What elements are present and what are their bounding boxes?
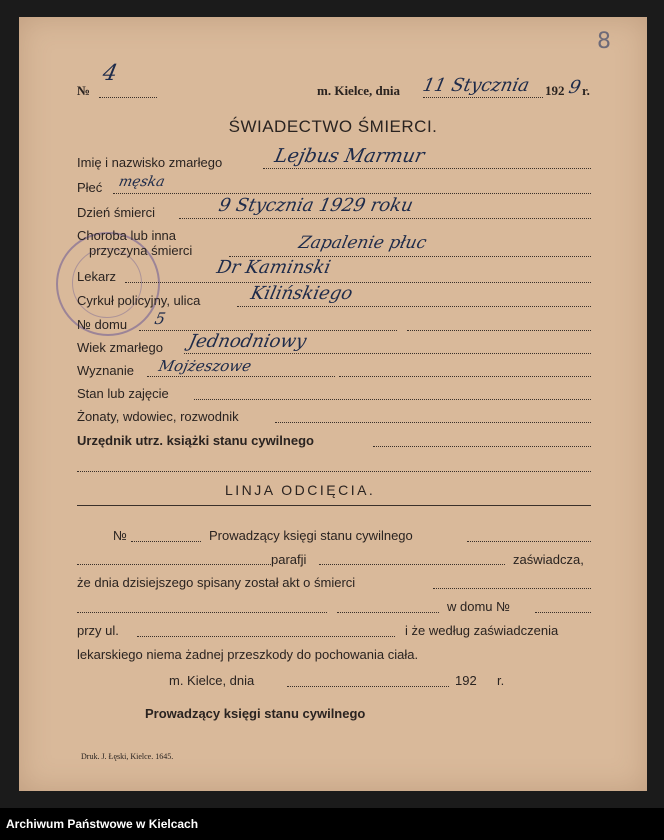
religion-line-2 — [339, 376, 591, 377]
age-label: Wiek zmarłego — [77, 340, 163, 355]
street-label: przy ul. — [77, 623, 119, 638]
archive-name: Archiwum Państwowe w Kielcach — [6, 817, 199, 831]
cause-value: Zapalenie płuc — [296, 233, 429, 253]
parish-line — [319, 564, 505, 565]
house-lower-line-2 — [337, 612, 439, 613]
death-date-value: 9 Stycznia 1929 roku — [216, 195, 415, 216]
age-value: Jednodniowy — [186, 331, 309, 352]
religion-line — [147, 376, 335, 377]
number-value: 4 — [100, 61, 120, 86]
lower-year: 192 — [455, 673, 477, 688]
parish-line-pre — [77, 564, 271, 565]
house-lower-line-1 — [77, 612, 327, 613]
name-label: Imię i nazwisko zmarłego — [77, 155, 223, 170]
married-line — [275, 422, 591, 423]
sex-value: męska — [117, 174, 167, 190]
registrar-label: Urzędnik utrz. książki stanu cywilnego — [77, 433, 314, 448]
status-label: Stan lub zajęcie — [77, 386, 169, 401]
lower-no-label: № — [113, 528, 127, 543]
lower-place-date: m. Kielce, dnia — [169, 673, 255, 688]
age-line — [184, 353, 591, 354]
house-lower-label: w domu № — [447, 599, 511, 614]
medical-text: lekarskiego niema żadnej przeszkody do pochowania ciała. — [77, 647, 419, 662]
house-value: 5 — [152, 309, 168, 328]
date-line — [423, 97, 543, 98]
parish-label: parafji — [271, 552, 307, 567]
status-line — [194, 399, 591, 400]
date-handwritten: 11 Stycznia — [420, 75, 532, 96]
place-date-label: m. Kielce, dnia — [317, 83, 401, 98]
year-handwritten: 9 — [566, 77, 583, 98]
year-prefix: 192 — [545, 83, 565, 98]
doctor-line — [125, 282, 591, 283]
cause-label-1: Choroba lub inna — [77, 228, 177, 243]
name-value: Lejbus Marmur — [272, 145, 427, 167]
doctor-signature: Dr Kaminski — [214, 257, 333, 278]
year-suffix: r. — [582, 83, 590, 98]
according-text: i że według zaświadczenia — [405, 623, 559, 638]
death-date-label: Dzień śmierci — [77, 205, 156, 220]
pencil-mark: 8 — [597, 29, 611, 54]
number-label: № — [77, 83, 91, 98]
certifies-label: zaświadcza, — [513, 552, 584, 567]
document-page — [19, 17, 647, 791]
district-label: Cyrkuł policyjny, ulica — [77, 293, 201, 308]
house-line-2 — [407, 330, 591, 331]
doctor-label: Lekarz — [77, 269, 117, 284]
cut-line-label: LINJA ODCIĘCIA. — [225, 482, 376, 498]
printer-info: Druk. J. Łęski, Kielce. 1645. — [81, 752, 174, 761]
lower-signature-label: Prowadzący księgi stanu cywilnego — [145, 706, 366, 721]
religion-label: Wyznanie — [77, 363, 134, 378]
archive-footer — [0, 808, 664, 840]
registrar-line — [373, 446, 591, 447]
lower-registrar-text: Prowadzący księgi stanu cywilnego — [209, 528, 413, 543]
sex-line — [113, 193, 591, 194]
married-label: Żonaty, wdowiec, rozwodnik — [77, 409, 239, 424]
act-line — [433, 588, 591, 589]
document-title: ŚWIADECTWO ŚMIERCI. — [228, 117, 438, 136]
district-value: Kilińskiego — [248, 283, 355, 304]
lower-no-line — [131, 541, 201, 542]
house-label: № domu — [77, 317, 128, 332]
sex-label: Płeć — [77, 180, 103, 195]
cut-line — [77, 505, 591, 506]
district-line — [237, 306, 591, 307]
cause-label-2: przyczyna śmierci — [89, 243, 193, 258]
religion-value: Mojżeszowe — [157, 357, 254, 375]
registrar-line-2 — [77, 471, 591, 472]
number-line — [99, 97, 157, 98]
house-lower-line-3 — [535, 612, 591, 613]
lower-date-line — [287, 686, 449, 687]
act-text: że dnia dzisiejszego spisany został akt o śmierci — [77, 575, 356, 590]
lower-registrar-line — [467, 541, 591, 542]
street-line — [137, 636, 395, 637]
death-date-line — [179, 218, 591, 219]
lower-year-r: r. — [497, 673, 505, 688]
name-line — [263, 168, 591, 169]
